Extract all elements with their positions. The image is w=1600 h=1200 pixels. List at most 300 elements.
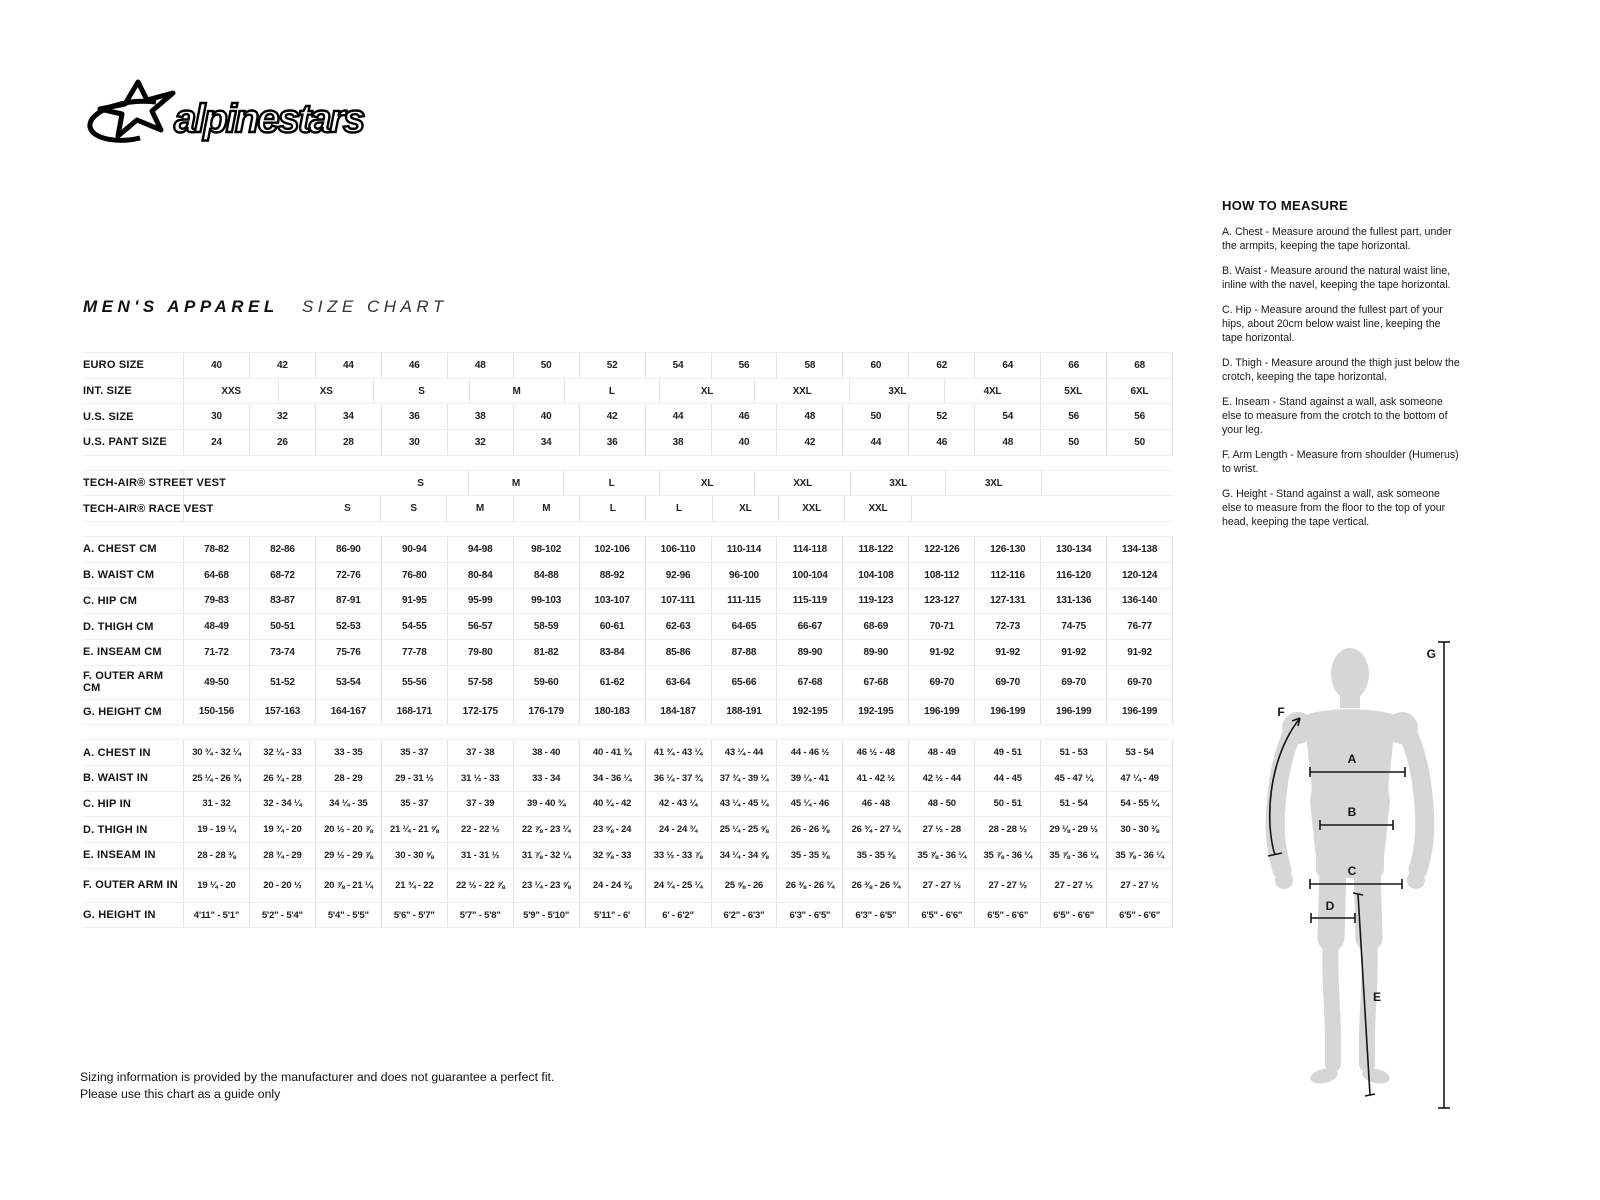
size-cell: 40 ¾ - 42 [580, 792, 646, 817]
size-cell: 43 ¼ - 44 [712, 740, 778, 765]
table-row [83, 379, 1173, 405]
size-cell: 69-70 [975, 666, 1041, 699]
table-row [83, 843, 1173, 869]
size-cell: 25 ¼ - 25 ⅝ [712, 817, 778, 842]
size-cell: 73-74 [250, 640, 316, 665]
size-cell: 50-51 [250, 614, 316, 639]
row-label: E. INSEAM CM [83, 640, 184, 665]
size-cell: 5'7" - 5'8" [448, 903, 514, 928]
size-cell: 45 ¼ - 46 [777, 792, 843, 817]
size-cell: 6'3" - 6'5" [777, 903, 843, 928]
measure-instruction-height: G. Height - Stand against a wall, ask someone else to measure from the floor to the top of your head, keeping the tape vertical. [1222, 488, 1446, 528]
size-cell: L [564, 471, 660, 496]
size-cell: 35 - 37 [382, 792, 448, 817]
size-cell: L [646, 496, 712, 521]
size-cell: 28 [316, 430, 382, 455]
size-cell: 19 - 19 ¼ [184, 817, 250, 842]
size-cell: 98-102 [514, 537, 580, 562]
size-cell: 39 - 40 ¾ [514, 792, 580, 817]
size-cell: 27 - 27 ½ [975, 869, 1041, 902]
size-cell: 29 ½ - 29 ⅞ [316, 843, 382, 868]
size-cell: 26 ¾ - 27 ¼ [843, 817, 909, 842]
size-cell: 115-119 [777, 589, 843, 614]
size-cell: 3XL [850, 379, 945, 404]
size-cell: 4XL [945, 379, 1040, 404]
size-cell: 27 ½ - 28 [909, 817, 975, 842]
size-cell: 35 ⅞ - 36 ¼ [975, 843, 1041, 868]
size-cell: 53 - 54 [1107, 740, 1173, 765]
size-cell: 119-123 [843, 589, 909, 614]
table-row [83, 700, 1173, 726]
size-cell: 188-191 [712, 700, 778, 725]
size-cell: 104-108 [843, 563, 909, 588]
size-cell: 36 ¼ - 37 ¾ [646, 766, 712, 791]
size-cell: 49-50 [184, 666, 250, 699]
how-to-measure-heading: HOW TO MEASURE [1222, 198, 1349, 213]
size-cell: 46 [382, 353, 448, 378]
measure-instruction-inseam: E. Inseam - Stand against a wall, ask someone else to measure from the crotch to the bottom of your leg. [1222, 396, 1448, 436]
size-cell: 61-62 [580, 666, 646, 699]
size-cell: 34 - 36 ¼ [580, 766, 646, 791]
size-cell: 49 - 51 [975, 740, 1041, 765]
size-cell: 46 [909, 430, 975, 455]
size-cell: 67-68 [777, 666, 843, 699]
measure-instruction-hip: C. Hip - Measure around the fullest part of your hips, about 20cm below waist line, keeping the tape horizontal. [1222, 304, 1443, 344]
size-cell: 68 [1107, 353, 1173, 378]
figure-label-c: C [1347, 864, 1357, 878]
size-cell: 75-76 [316, 640, 382, 665]
size-cell: 196-199 [1107, 700, 1173, 725]
size-cell: 123-127 [909, 589, 975, 614]
figure-label-b: B [1347, 805, 1357, 819]
size-cell: 26 - 26 ⅜ [777, 817, 843, 842]
page-title-secondary: SIZE CHART [301, 297, 448, 316]
size-cell: 6XL [1107, 379, 1173, 404]
size-cell: S [373, 471, 469, 496]
size-cell: 32 [448, 430, 514, 455]
size-cell: 48 [448, 353, 514, 378]
row-label: B. WAIST IN [83, 766, 184, 791]
size-cell: 77-78 [382, 640, 448, 665]
size-cell: 54 [975, 404, 1041, 429]
size-cell: 27 - 27 ½ [1041, 869, 1107, 902]
size-cell: 50 [1041, 430, 1107, 455]
size-cell: 32 - 34 ¼ [250, 792, 316, 817]
size-cell: 60-61 [580, 614, 646, 639]
size-cell: 34 ¼ - 35 [316, 792, 382, 817]
size-cell: 168-171 [382, 700, 448, 725]
size-cell: 42 [580, 404, 646, 429]
row-label: G. HEIGHT IN [83, 903, 184, 928]
size-cell: 45 - 47 ¼ [1041, 766, 1107, 791]
size-cell: 51 - 54 [1041, 792, 1107, 817]
size-cell: 102-106 [580, 537, 646, 562]
size-cell: 91-92 [909, 640, 975, 665]
size-table [83, 352, 1173, 928]
table-row [83, 404, 1173, 430]
row-label: INT. SIZE [83, 379, 184, 404]
size-cell: 24 [184, 430, 250, 455]
table-row [83, 903, 1173, 929]
size-cell: 69-70 [1041, 666, 1107, 699]
size-cell: 35 ⅞ - 36 ¼ [1107, 843, 1173, 868]
size-cell: 89-90 [843, 640, 909, 665]
size-cell: 27 - 27 ½ [909, 869, 975, 902]
size-cell: XS [279, 379, 374, 404]
size-cell: 36 [580, 430, 646, 455]
size-cell: 30 ¾ - 32 ¼ [184, 740, 250, 765]
size-cell: 50 - 51 [975, 792, 1041, 817]
size-cell: 31 ½ - 33 [448, 766, 514, 791]
size-cell: 100-104 [777, 563, 843, 588]
size-cell: 74-75 [1041, 614, 1107, 639]
size-cell: 46 - 48 [843, 792, 909, 817]
size-cell: 134-138 [1107, 537, 1173, 562]
size-cell: XL [713, 496, 779, 521]
size-cell: 52 [580, 353, 646, 378]
size-cell: 130-134 [1041, 537, 1107, 562]
size-cell: 42 - 43 ¼ [646, 792, 712, 817]
size-cell: 35 ⅞ - 36 ¼ [1041, 843, 1107, 868]
size-cell: 37 - 38 [448, 740, 514, 765]
size-cell: 62 [909, 353, 975, 378]
size-cell: 42 ½ - 44 [909, 766, 975, 791]
size-cell: 83-87 [250, 589, 316, 614]
size-cell: 92-96 [646, 563, 712, 588]
how-to-measure-panel [1222, 198, 1460, 541]
size-cell: M [447, 496, 513, 521]
size-cell: 25 ⅝ - 26 [712, 869, 778, 902]
size-cell: XL [660, 379, 755, 404]
size-cell: 31 - 31 ½ [448, 843, 514, 868]
size-cell: 24 - 24 ¾ [646, 817, 712, 842]
size-cell: 24 ¾ - 25 ¼ [646, 869, 712, 902]
size-cell: 38 [448, 404, 514, 429]
row-label: A. CHEST CM [83, 537, 184, 562]
size-cell: 157-163 [250, 700, 316, 725]
measure-instruction-chest: A. Chest - Measure around the fullest part, under the armpits, keeping the tape horizontal. [1222, 226, 1452, 252]
size-cell: 95-99 [448, 589, 514, 614]
size-cell: 5XL [1041, 379, 1107, 404]
size-cell: 196-199 [1041, 700, 1107, 725]
row-label: D. THIGH CM [83, 614, 184, 639]
row-label: G. HEIGHT CM [83, 700, 184, 725]
size-cell: 6'5" - 6'6" [975, 903, 1041, 928]
size-cell: 19 ¾ - 20 [250, 817, 316, 842]
size-cell: 31 - 32 [184, 792, 250, 817]
size-cell: 72-73 [975, 614, 1041, 639]
size-cell: 114-118 [777, 537, 843, 562]
size-cell: 30 - 30 ⅜ [1107, 817, 1173, 842]
size-cell: 81-82 [514, 640, 580, 665]
disclaimer-line-1: Sizing information is provided by the manufacturer and does not guarantee a perfect fit. [80, 1070, 555, 1084]
size-cell: 30 [184, 404, 250, 429]
size-cell: S [315, 496, 381, 521]
size-cell: 112-116 [975, 563, 1041, 588]
size-cell: 54-55 [382, 614, 448, 639]
size-cell: 28 - 29 [316, 766, 382, 791]
figure-label-f: F [1277, 705, 1285, 719]
size-cell: 87-91 [316, 589, 382, 614]
alpinestars-logo [78, 76, 368, 160]
row-label: B. WAIST CM [83, 563, 184, 588]
size-cell: 35 - 35 ⅜ [843, 843, 909, 868]
size-cell: 91-95 [382, 589, 448, 614]
size-cell: XXL [755, 471, 851, 496]
size-cell: 57-58 [448, 666, 514, 699]
size-cell: 29 - 31 ½ [382, 766, 448, 791]
size-cell: 27 - 27 ½ [1107, 869, 1173, 902]
size-cell: 41 ¾ - 43 ¼ [646, 740, 712, 765]
page-title-primary: MEN'S APPAREL [83, 297, 279, 316]
measure-instruction-thigh: D. Thigh - Measure around the thigh just below the crotch, keeping the tape horizontal. [1222, 357, 1460, 383]
size-cell: 28 - 28 ½ [975, 817, 1041, 842]
size-cell: 20 ⅞ - 21 ¼ [316, 869, 382, 902]
disclaimer-line-2: Please use this chart as a guide only [80, 1086, 281, 1101]
size-cell: 47 ¼ - 49 [1107, 766, 1173, 791]
size-cell: 85-86 [646, 640, 712, 665]
size-cell: 30 [382, 430, 448, 455]
size-cell: 68-69 [843, 614, 909, 639]
size-cell: 26 ⅜ - 26 ¾ [843, 869, 909, 902]
size-cell: 91-92 [1041, 640, 1107, 665]
size-cell: 48 [777, 404, 843, 429]
size-cell: 118-122 [843, 537, 909, 562]
size-cell: 82-86 [250, 537, 316, 562]
size-cell: 59-60 [514, 666, 580, 699]
size-cell: 108-112 [909, 563, 975, 588]
size-cell: 122-126 [909, 537, 975, 562]
size-cell: 21 ¼ - 21 ⅝ [382, 817, 448, 842]
size-cell: XXL [845, 496, 911, 521]
size-cell: 22 ⅞ - 23 ¼ [514, 817, 580, 842]
size-cell [912, 496, 1173, 521]
size-cell: XXL [779, 496, 845, 521]
size-cell: 58 [777, 353, 843, 378]
size-cell: 94-98 [448, 537, 514, 562]
size-cell: 192-195 [777, 700, 843, 725]
row-label: A. CHEST IN [83, 740, 184, 765]
size-cell: 32 ⅝ - 33 [580, 843, 646, 868]
size-cell: 48 [975, 430, 1041, 455]
size-cell: 24 - 24 ⅜ [580, 869, 646, 902]
size-cell: S [374, 379, 469, 404]
size-cell: 6' - 6'2" [646, 903, 712, 928]
size-cell: 65-66 [712, 666, 778, 699]
size-cell: 192-195 [843, 700, 909, 725]
size-cell: 176-179 [514, 700, 580, 725]
size-cell: 33 - 35 [316, 740, 382, 765]
size-cell: 44 - 45 [975, 766, 1041, 791]
measure-instruction-arm: F. Arm Length - Measure from shoulder (Humerus) to wrist. [1222, 449, 1459, 475]
size-cell: 30 - 30 ⅝ [382, 843, 448, 868]
size-cell: 86-90 [316, 537, 382, 562]
row-label: U.S. PANT SIZE [83, 430, 184, 455]
size-cell: 66-67 [777, 614, 843, 639]
size-cell: 110-114 [712, 537, 778, 562]
size-cell: 50 [843, 404, 909, 429]
size-cell: 76-80 [382, 563, 448, 588]
size-cell: 120-124 [1107, 563, 1173, 588]
size-cell: 42 [250, 353, 316, 378]
size-cell: 44 [646, 404, 712, 429]
row-label: C. HIP CM [83, 589, 184, 614]
size-cell: 4'11" - 5'1" [184, 903, 250, 928]
size-cell: 5'4" - 5'5" [316, 903, 382, 928]
figure-label-e: E [1372, 990, 1382, 1004]
row-label: C. HIP IN [83, 792, 184, 817]
disclaimer [80, 1069, 554, 1102]
size-cell: 3XL [851, 471, 947, 496]
row-label: U.S. SIZE [83, 404, 184, 429]
size-cell: 50 [514, 353, 580, 378]
size-cell: 58-59 [514, 614, 580, 639]
size-cell: 35 ⅞ - 36 ¼ [909, 843, 975, 868]
size-cell: 26 [250, 430, 316, 455]
size-cell: 53-54 [316, 666, 382, 699]
row-label: F. OUTER ARM CM [83, 666, 184, 699]
size-cell: 196-199 [909, 700, 975, 725]
size-cell: 46 ½ - 48 [843, 740, 909, 765]
table-row [83, 614, 1173, 640]
size-cell: 164-167 [316, 700, 382, 725]
size-cell: S [381, 496, 447, 521]
size-cell: 23 ⅝ - 24 [580, 817, 646, 842]
size-cell: 20 - 20 ½ [250, 869, 316, 902]
size-cell: 34 [316, 404, 382, 429]
size-cell: 54 [646, 353, 712, 378]
row-label: D. THIGH IN [83, 817, 184, 842]
size-cell: 5'6" - 5'7" [382, 903, 448, 928]
size-cell: 36 [382, 404, 448, 429]
size-cell: 48-49 [184, 614, 250, 639]
size-cell: 26 ⅜ - 26 ¾ [777, 869, 843, 902]
size-cell: 32 [250, 404, 316, 429]
size-cell [1042, 471, 1173, 496]
size-cell: 79-80 [448, 640, 514, 665]
size-cell: 54 - 55 ¼ [1107, 792, 1173, 817]
measure-instruction-waist: B. Waist - Measure around the natural waist line, inline with the navel, keeping the tape horizontal. [1222, 265, 1451, 291]
size-cell: 22 - 22 ½ [448, 817, 514, 842]
size-cell: 5'9" - 5'10" [514, 903, 580, 928]
size-cell: 6'3" - 6'5" [843, 903, 909, 928]
table-row [83, 766, 1173, 792]
size-cell: 40 [712, 430, 778, 455]
size-cell: 72-76 [316, 563, 382, 588]
size-cell: 38 - 40 [514, 740, 580, 765]
size-cell: 19 ¼ - 20 [184, 869, 250, 902]
size-cell: 34 ¼ - 34 ⅝ [712, 843, 778, 868]
size-cell: 34 [514, 430, 580, 455]
size-cell: 80-84 [448, 563, 514, 588]
size-cell: 28 - 28 ⅜ [184, 843, 250, 868]
size-cell: 103-107 [580, 589, 646, 614]
size-cell: 172-175 [448, 700, 514, 725]
table-row [83, 430, 1173, 456]
size-cell: 84-88 [514, 563, 580, 588]
size-cell: 180-183 [580, 700, 646, 725]
size-cell: 40 [184, 353, 250, 378]
size-cell: 56-57 [448, 614, 514, 639]
size-cell: 5'11" - 6' [580, 903, 646, 928]
table-row [83, 352, 1173, 379]
table-row [83, 640, 1173, 666]
table-row [83, 739, 1173, 766]
size-cell: XL [660, 471, 756, 496]
size-cell: 60 [843, 353, 909, 378]
size-cell: 40 - 41 ¾ [580, 740, 646, 765]
row-label: TECH-AIR® STREET VEST [83, 471, 184, 496]
size-cell: 32 ¼ - 33 [250, 740, 316, 765]
size-cell: 44 - 46 ½ [777, 740, 843, 765]
size-cell: 55-56 [382, 666, 448, 699]
size-cell: 136-140 [1107, 589, 1173, 614]
size-cell: 48 - 50 [909, 792, 975, 817]
size-cell: 38 [646, 430, 712, 455]
size-cell: 42 [777, 430, 843, 455]
size-cell: 25 ¼ - 26 ¾ [184, 766, 250, 791]
size-cell: 56 [1107, 404, 1173, 429]
table-row [83, 470, 1173, 497]
size-cell: 56 [712, 353, 778, 378]
size-cell: 116-120 [1041, 563, 1107, 588]
table-row [83, 563, 1173, 589]
size-cell: 37 - 39 [448, 792, 514, 817]
size-cell: L [565, 379, 660, 404]
row-label: E. INSEAM IN [83, 843, 184, 868]
size-cell: 40 [514, 404, 580, 429]
size-cell: 107-111 [646, 589, 712, 614]
size-cell: 150-156 [184, 700, 250, 725]
table-row [83, 496, 1173, 522]
size-cell: 67-68 [843, 666, 909, 699]
size-cell: 26 ¾ - 28 [250, 766, 316, 791]
measurement-figure [1240, 622, 1470, 1114]
size-cell: 91-92 [975, 640, 1041, 665]
row-label: TECH-AIR® RACE VEST [83, 496, 184, 521]
size-cell: 39 ¼ - 41 [777, 766, 843, 791]
size-cell: 35 - 37 [382, 740, 448, 765]
size-cell: 28 ¾ - 29 [250, 843, 316, 868]
size-cell: 21 ¾ - 22 [382, 869, 448, 902]
size-cell: 44 [843, 430, 909, 455]
size-cell: 48 - 49 [909, 740, 975, 765]
size-cell: 76-77 [1107, 614, 1173, 639]
size-cell: 66 [1041, 353, 1107, 378]
size-cell: 127-131 [975, 589, 1041, 614]
size-cell: M [470, 379, 565, 404]
size-cell: 62-63 [646, 614, 712, 639]
size-cell: 37 ¾ - 39 ¼ [712, 766, 778, 791]
size-cell: 91-92 [1107, 640, 1173, 665]
size-cell: 5'2" - 5'4" [250, 903, 316, 928]
size-cell: 41 - 42 ½ [843, 766, 909, 791]
table-row [83, 666, 1173, 700]
size-cell: 196-199 [975, 700, 1041, 725]
size-cell: 35 - 35 ⅜ [777, 843, 843, 868]
size-cell: 22 ½ - 22 ⅞ [448, 869, 514, 902]
size-cell: 87-88 [712, 640, 778, 665]
logo-wordmark: alpinestars [174, 97, 364, 141]
size-cell: 70-71 [909, 614, 975, 639]
size-cell: 64-65 [712, 614, 778, 639]
size-cell: 6'2" - 6'3" [712, 903, 778, 928]
page-title [83, 297, 448, 317]
figure-label-a: A [1347, 752, 1357, 766]
figure-label-g: G [1426, 647, 1436, 661]
size-cell: 23 ¼ - 23 ⅝ [514, 869, 580, 902]
size-cell: 106-110 [646, 537, 712, 562]
